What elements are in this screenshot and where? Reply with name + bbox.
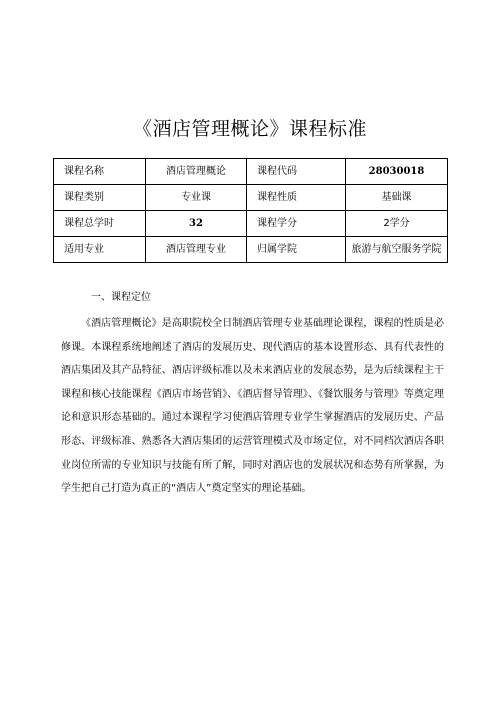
table-cell-label: 归属学院 bbox=[247, 237, 346, 263]
table-cell-label: 课程名称 bbox=[54, 159, 146, 185]
section-heading: 一、课程定位 bbox=[91, 292, 151, 303]
table-cell-label: 课程性质 bbox=[247, 185, 346, 211]
course-info-table bbox=[53, 158, 448, 263]
table-row bbox=[54, 185, 448, 211]
table-row bbox=[54, 237, 448, 263]
table-cell-label: 课程类别 bbox=[54, 185, 146, 211]
table-cell-value: 2学分 bbox=[346, 211, 448, 237]
page-title: 《酒店管理概论》课程标准 bbox=[132, 118, 367, 140]
table-cell-value: 基础课 bbox=[346, 185, 448, 211]
table-row bbox=[54, 211, 448, 237]
table-cell-label: 适用专业 bbox=[54, 237, 146, 263]
table-row bbox=[54, 159, 448, 185]
table-cell-label: 课程总学时 bbox=[54, 211, 146, 237]
table-cell-value: 旅游与航空服务学院 bbox=[346, 237, 448, 263]
table-cell-label: 课程代码 bbox=[247, 159, 346, 185]
table-cell-value: 32 bbox=[146, 211, 247, 237]
body-paragraph: 《酒店管理概论》是高职院校全日制酒店管理专业基础理论课程，课程的性质是必修课。本课程系统地阐述了酒店的发展历史、现代酒店的基本设置形态、具有代表性的酒店集团及其产品特征、酒店评级标准以及未来酒店业的发展态势，是为后续课程主干课程和核心技能课程《酒店市场营销》、《酒店督导管理》、《餐饮服务与管理》等奠定理论和意识形态基础的。通过本课程学习使酒店管理专业学生掌握酒店的发展历史、产品形态、评级标准、熟悉各大酒店集团的运营管理模式及市场定位，对不同档次酒店各职业岗位所需的专业知识与技能有所了解，同时对酒店也的发展状况和态势有所掌握，为学生把自己打造为真正的“酒店人”奠定坚实的理论基础。 bbox=[61, 318, 444, 495]
table-cell-value: 酒店管理概论 bbox=[146, 159, 247, 185]
table-cell-value: 28030018 bbox=[346, 159, 448, 185]
table-cell-label: 课程学分 bbox=[247, 211, 346, 237]
table-cell-value: 酒店管理专业 bbox=[146, 237, 247, 263]
table-cell-value: 专业课 bbox=[146, 185, 247, 211]
